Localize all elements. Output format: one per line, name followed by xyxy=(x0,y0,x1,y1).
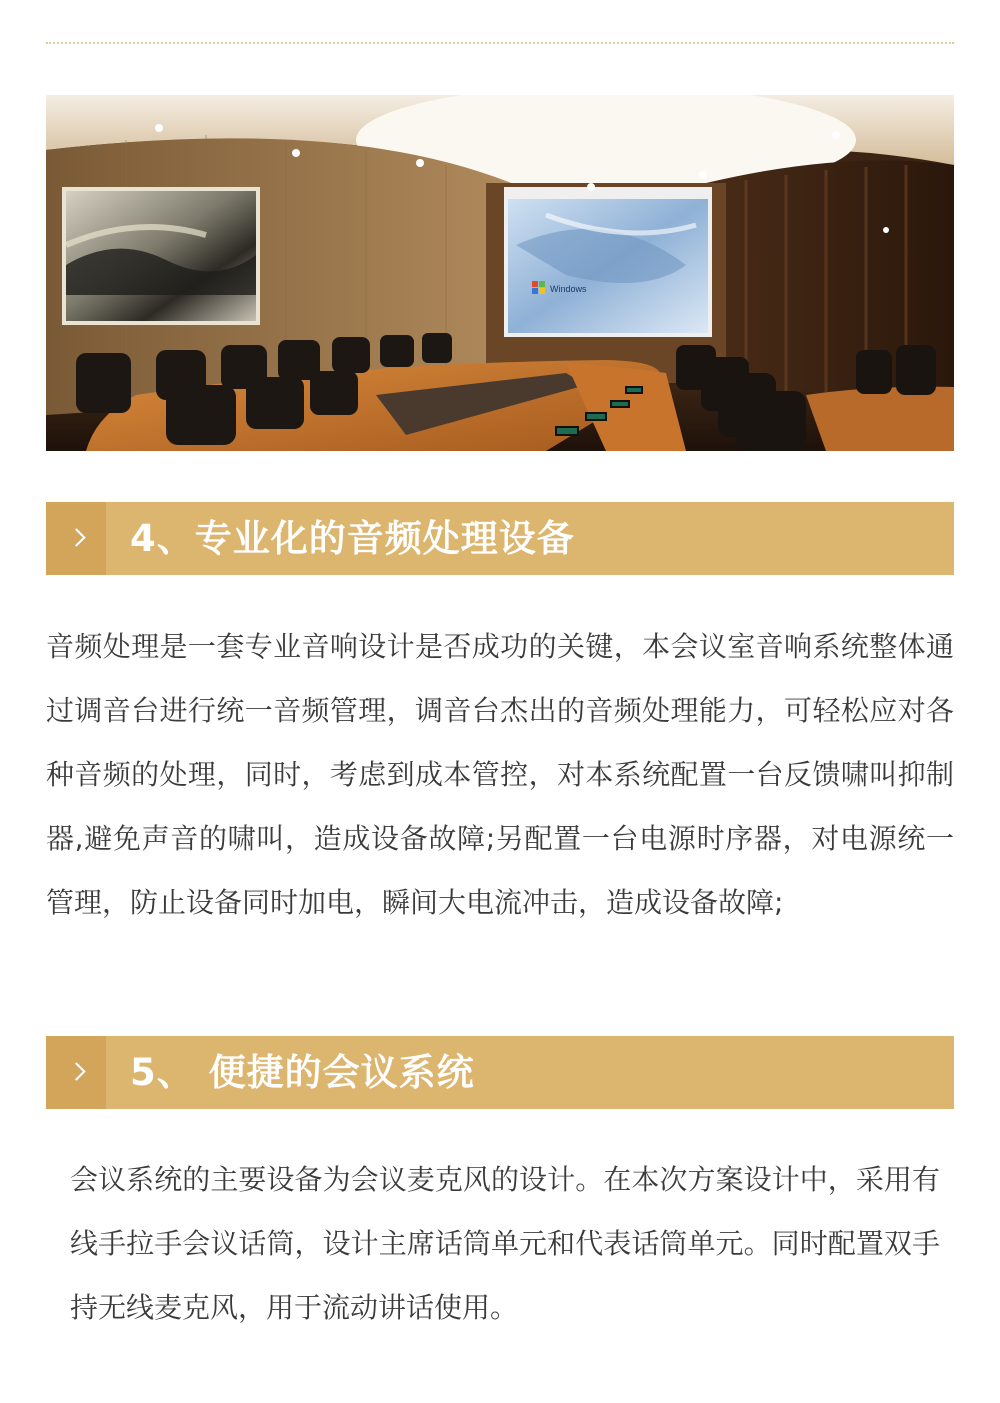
chevron-right-icon xyxy=(67,528,85,546)
section-title: 5、 便捷的会议系统 xyxy=(130,1051,475,1094)
top-dotted-divider xyxy=(46,42,954,44)
section-header-conference-system xyxy=(46,1036,954,1109)
conference-room-image xyxy=(46,95,954,451)
section-chevron-box xyxy=(46,502,106,575)
section-chevron-box xyxy=(46,1036,106,1109)
section-body-audio-processing: 音频处理是一套专业音响设计是否成功的关键，本会议室音响系统整体通过调音台进行统一音频管理，调音台杰出的音频处理能力，可轻松应对各种音频的处理，同时，考虑到成本管控，对本系统配置一台反馈啸叫抑制器,避免声音的啸叫，造成设备故障;另配置一台电源时序器，对电源统一管理，防止设备同时加电，瞬间大电流冲击，造成设备故障; xyxy=(46,630,954,919)
screen-windows-logo-text: Windows xyxy=(550,284,587,294)
section-header-audio-processing xyxy=(46,502,954,575)
chevron-right-icon xyxy=(67,1062,85,1080)
section-body-conference-system: 会议系统的主要设备为会议麦克风的设计。在本次方案设计中，采用有线手拉手会议话筒，设计主席话筒单元和代表话筒单元。同时配置双手持无线麦克风，用于流动讲话使用。 xyxy=(70,1163,940,1324)
section-title: 4、专业化的音频处理设备 xyxy=(130,517,575,560)
